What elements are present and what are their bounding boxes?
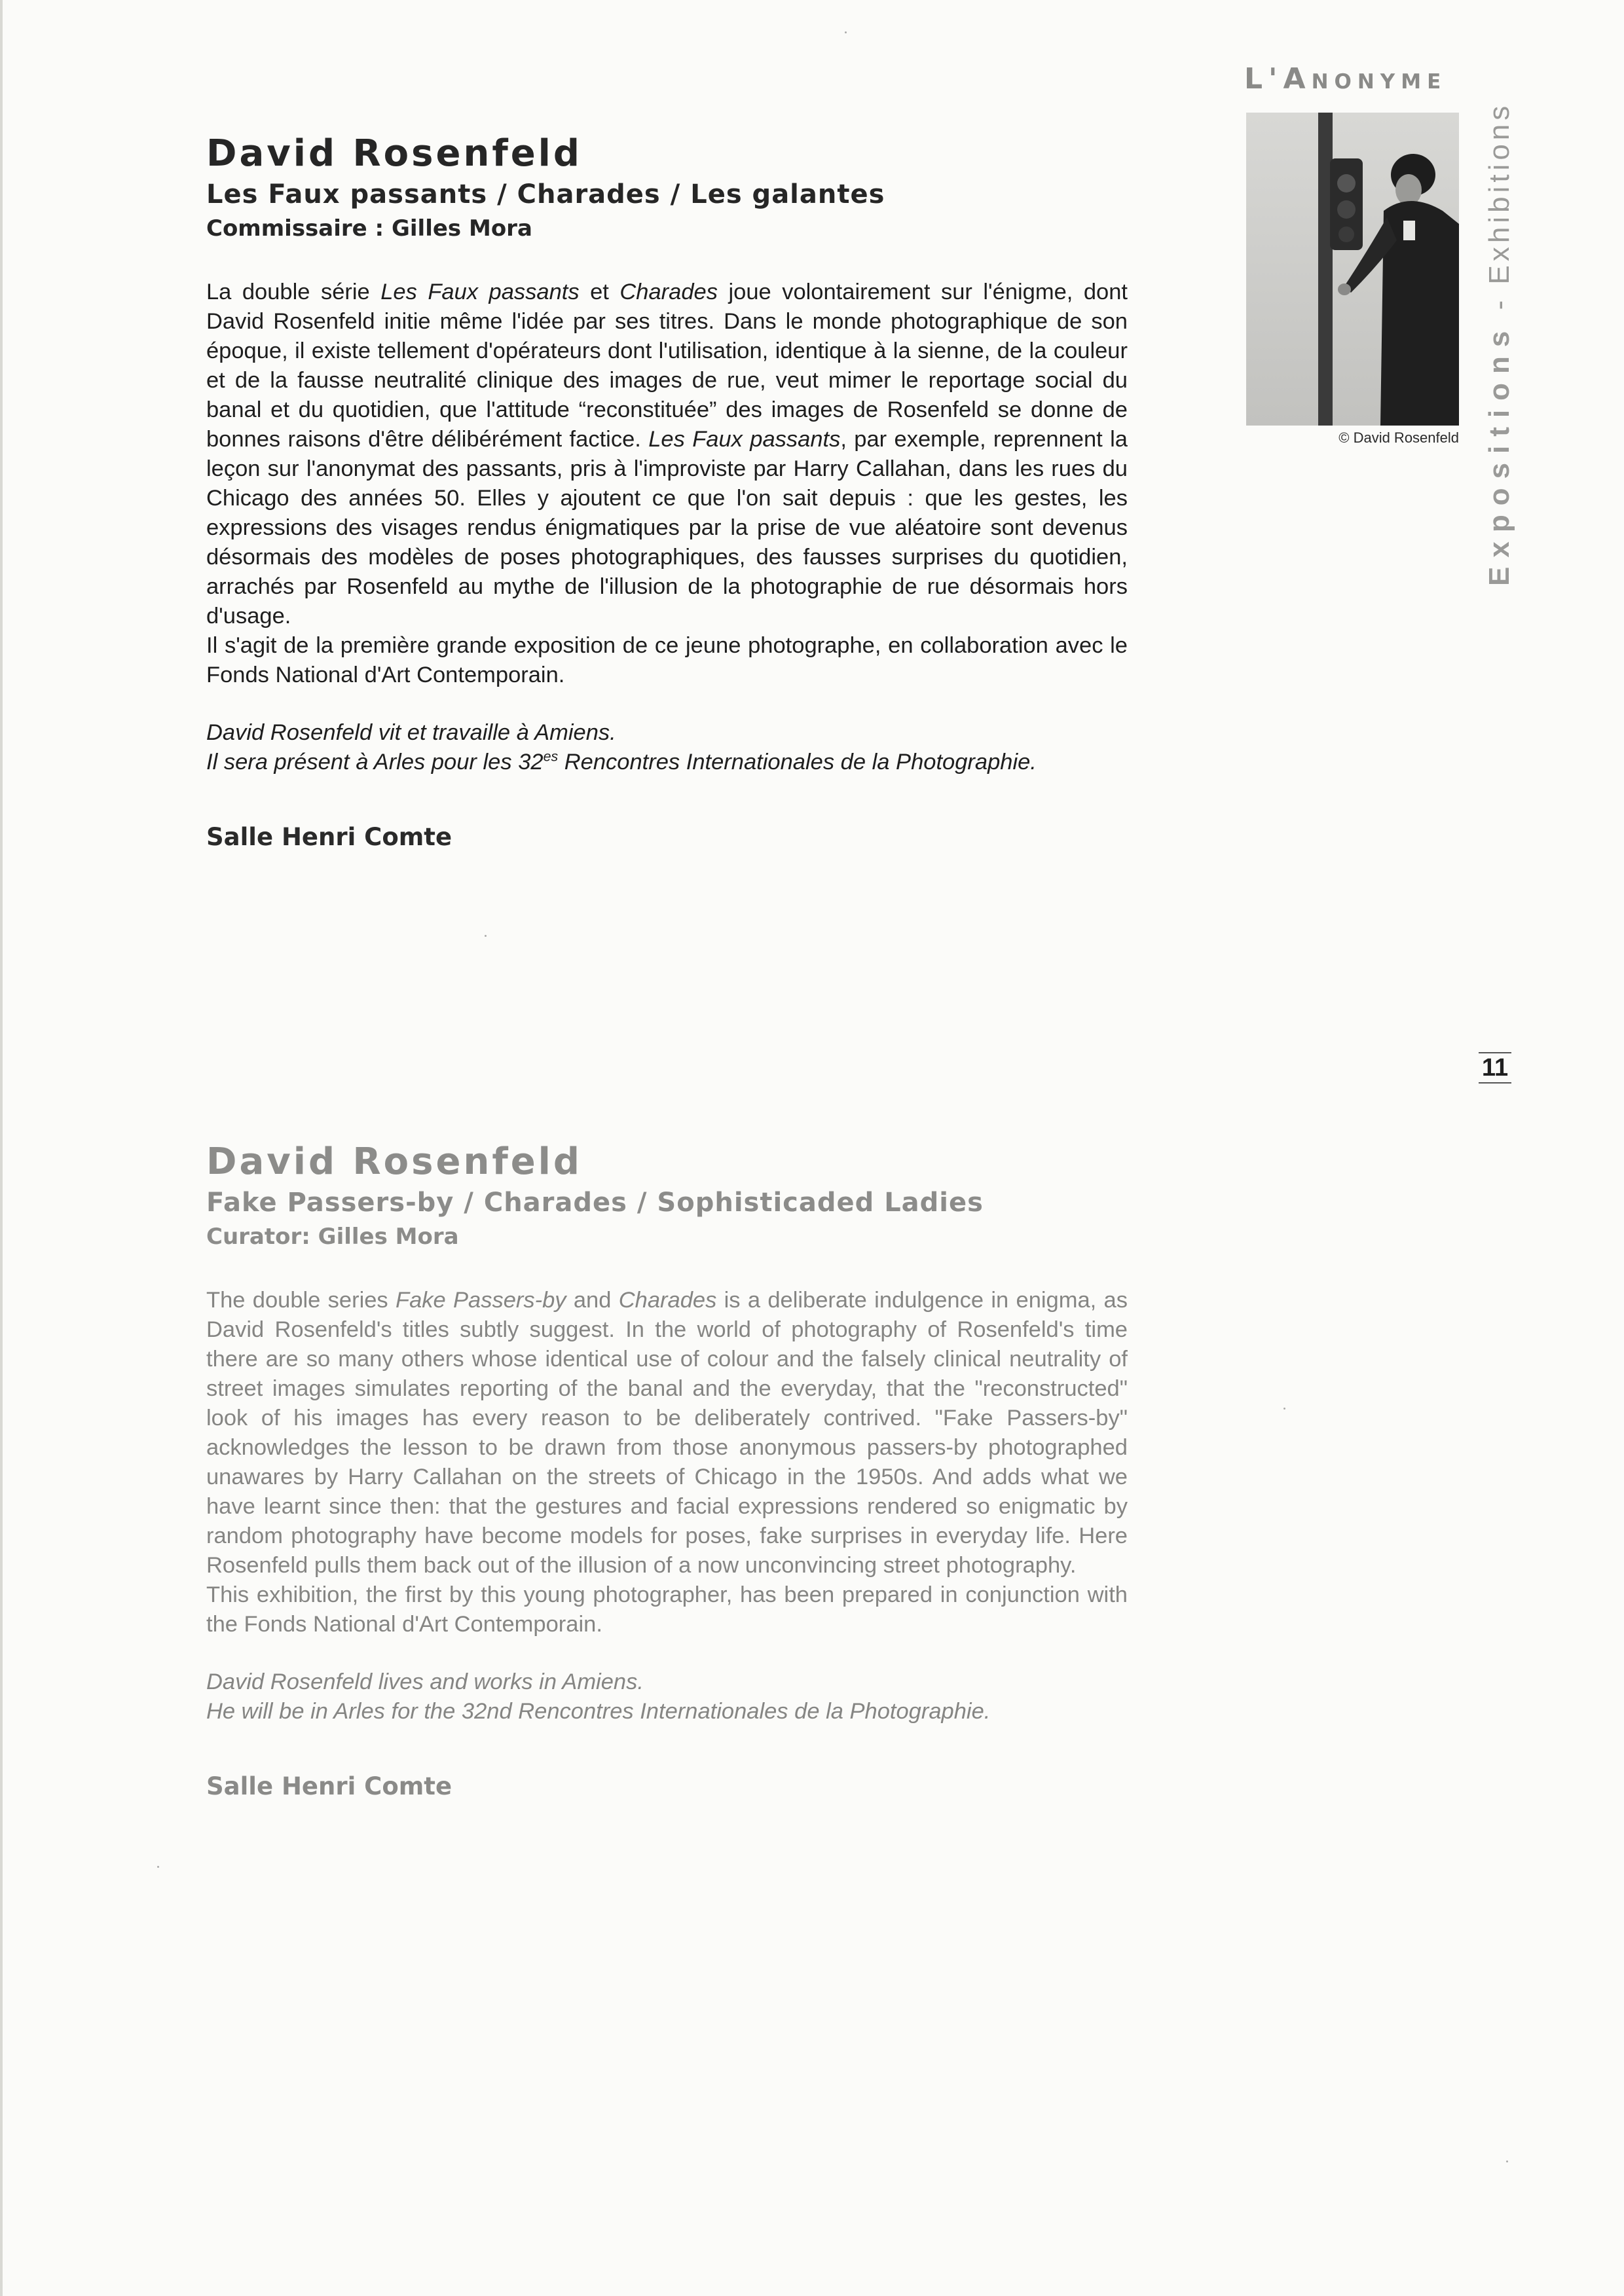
publication-logo	[1244, 62, 1454, 96]
venue-en: Salle Henri Comte	[206, 1772, 452, 1800]
text-span: The double series	[206, 1288, 396, 1313]
title-italic: Les Faux passants	[648, 427, 841, 452]
curator-en: Curator: Gilles Mora	[206, 1224, 459, 1250]
text-span: is a deliberate indulgence in enigma, as David Rosenfeld's titles subtly suggest. In the world of photography of Rosenfeld's time there are so many others whose identical use of colour and the falsely clinical neutrality of street images simulates reporting of the banal and the everyday, that the "reconstructed" look of his images has every reason to be deliberately contrived. "Fake Passers-by" acknowledges the lesson to be drawn from those anonymous passers-by photographed unawares by Harry Callahan on the streets of Chicago in the 1950s. And adds what we have learnt since then: that the gestures and facial expressions rendered so enigmatic by random photography have become models for poses, fake surprises in everyday life. Here Rosenfeld pulls them back out of the illusion of a now unconvincing street photography.	[206, 1288, 1128, 1578]
photo-credit: © David Rosenfeld	[1338, 429, 1459, 446]
french-section	[206, 131, 1128, 851]
text-span: La double série	[206, 280, 381, 304]
text-span: , par exemple, reprennent la leçon sur l'anonymat des passants, pris à l'improviste par Harry Callahan, dans les rues du Chicago des années 50. Elles y ajoutent ce que l'on sait depuis : que les gestes, les expressions des visages rendus énigmatiques par la prise de vue aléatoire sont devenus désormais des modèles de poses photographiques, des fausses surprises du quotidien, arrachés par Rosenfeld au mythe de l'illusion de la photographie de rue désormais hors d'usage.	[206, 427, 1128, 629]
note-line-en-1: David Rosenfeld lives and works in Amiens.	[206, 1669, 644, 1694]
note-line-fr-2	[206, 748, 1128, 777]
text-span: and	[566, 1288, 619, 1313]
scan-speck	[845, 31, 847, 33]
curator-fr: Commissaire : Gilles Mora	[206, 215, 532, 242]
title-italic: Fake Passers-by	[396, 1288, 566, 1313]
artist-name-fr: David Rosenfeld	[206, 132, 582, 175]
paragraph-en-2: This exhibition, the first by this young photographer, has been prepared in conjunction with the Fonds National d'Art Contemporain.	[206, 1582, 1128, 1637]
venue-fr: Salle Henri Comte	[206, 823, 452, 851]
text-span: Il sera présent à Arles pour les 32	[206, 750, 544, 774]
description-en	[206, 1286, 1128, 1639]
note-line-fr-1: David Rosenfeld vit et travaille à Amiens.	[206, 720, 616, 745]
logo-initial: L'A	[1244, 62, 1312, 96]
artist-note-fr	[206, 718, 1128, 777]
paragraph-fr-1	[206, 278, 1128, 631]
artist-name-en: David Rosenfeld	[206, 1140, 582, 1183]
title-italic: Les Faux passants	[380, 280, 580, 304]
english-section	[206, 1139, 1128, 1800]
note-line-en-2: He will be in Arles for the 32nd Rencontres Internationales de la Photographie.	[206, 1699, 991, 1724]
series-title-en: Fake Passers-by / Charades / Sophisticaded Ladies	[206, 1188, 984, 1218]
page-number: 11	[1479, 1052, 1511, 1084]
paragraph-fr-2: Il s'agit de la première grande exposition de ce jeune photographe, en collaboration avec le Fonds National d'Art Contemporain.	[206, 633, 1128, 687]
series-title-fr: Les Faux passants / Charades / Les galantes	[206, 179, 885, 210]
photo-illustration	[1246, 113, 1459, 426]
ordinal-suffix: es	[543, 748, 559, 765]
description-fr	[206, 278, 1128, 690]
scan-speck	[485, 935, 487, 937]
scan-speck	[1506, 2160, 1508, 2162]
title-italic: Charades	[619, 280, 718, 304]
text-span: joue volontairement sur l'énigme, dont David Rosenfeld initie même l'idée par ses titres. Dans le monde photographique de son époque, il existe tellement d'opérateurs dont l'utilisation, identique à la sienne, de la couleur et de la fausse neutralité clinique des images de rue, veut mimer le reportage social du banal et du quotidien, que l'attitude “reconstituée” des images de Rosenfeld se donne de bonnes raisons d'être délibérément factice.	[206, 280, 1128, 452]
text-span: et	[579, 280, 620, 304]
logo-rest: NONYME	[1311, 70, 1447, 94]
title-italic: Charades	[618, 1288, 717, 1313]
artist-note-en	[206, 1667, 1128, 1726]
side-label-french: Expositions	[1483, 321, 1515, 586]
text-span: Rencontres Internationales de la Photographie.	[558, 750, 1037, 774]
scan-speck	[157, 1866, 159, 1868]
artwork-photo	[1246, 113, 1459, 426]
side-label-english: - Exhibitions	[1483, 101, 1515, 322]
paragraph-en-1	[206, 1286, 1128, 1580]
scan-speck	[1283, 1408, 1285, 1410]
section-side-label	[1483, 102, 1516, 586]
